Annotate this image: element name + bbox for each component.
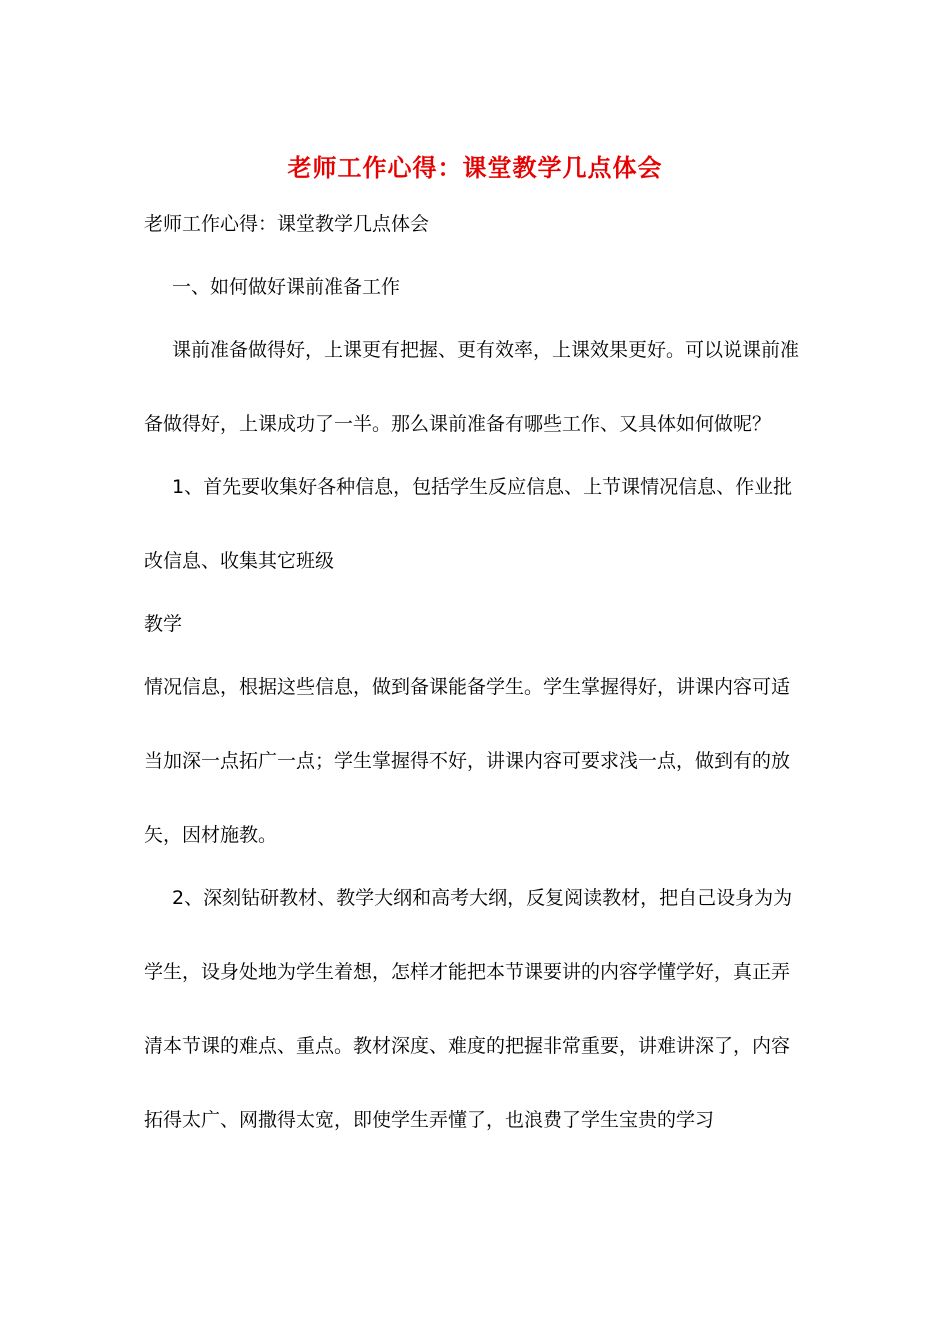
paragraph-line: 改信息、收集其它班级 [144, 550, 335, 572]
paragraph-line: 清本节课的难点、重点。教材深度、难度的把握非常重要，讲难讲深了，内容 [144, 1035, 791, 1057]
paragraph-line: 矢，因材施教。 [144, 824, 278, 846]
section-heading: 一、如何做好课前准备工作 [172, 276, 401, 298]
paragraph-line: 教学 [144, 613, 183, 635]
list-item-line: 1、首先要收集好各种信息，包括学生反应信息、上节课情况信息、作业批 [172, 476, 793, 498]
subtitle-line: 老师工作心得：课堂教学几点体会 [144, 213, 430, 235]
paragraph-line: 课前准备做得好，上课更有把握、更有效率，上课效果更好。可以说课前准 [172, 339, 800, 361]
paragraph-line: 学生，设身处地为学生着想，怎样才能把本节课要讲的内容学懂学好，真正弄 [144, 961, 791, 983]
paragraph-line: 拓得太广、网撒得太宽，即使学生弄懂了，也浪费了学生宝贵的学习 [144, 1109, 715, 1131]
document-title: 老师工作心得：课堂教学几点体会 [287, 153, 663, 182]
list-item-line: 2、深刻钻研教材、教学大纲和高考大纲，反复阅读教材，把自己设身为为 [172, 887, 793, 909]
paragraph-line: 备做得好，上课成功了一半。那么课前准备有哪些工作、又具体如何做呢？ [144, 413, 772, 435]
paragraph-line: 情况信息，根据这些信息，做到备课能备学生。学生掌握得好，讲课内容可适 [144, 676, 791, 698]
paragraph-line: 当加深一点拓广一点；学生掌握得不好，讲课内容可要求浅一点，做到有的放 [144, 750, 791, 772]
